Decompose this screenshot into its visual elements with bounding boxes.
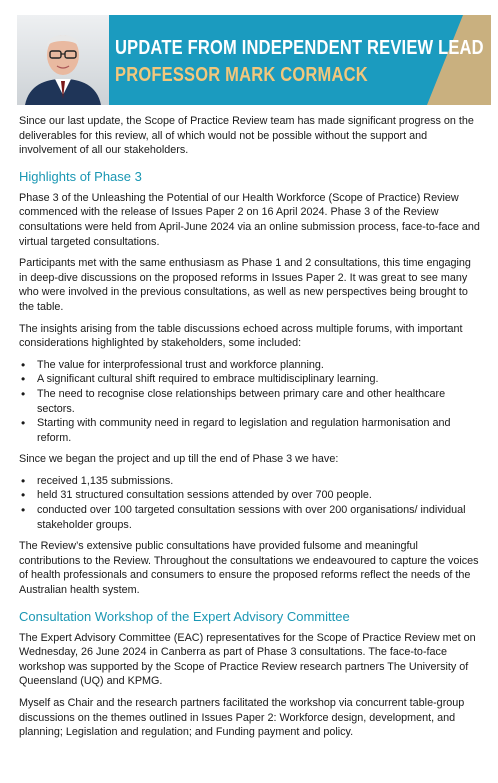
article-body (19, 114, 481, 747)
intro-paragraph: Since our last update, the Scope of Practice Review team has made significant progress on the deliverables for this review, all of which would not be possible without the support and involvement of all our stakeholders. (19, 115, 474, 157)
list-item: • The value for interprofessional trust and workforce planning. (19, 358, 481, 373)
paragraph: The insights arising from the table discussions echoed across multiple forums, with important considerations highlighted by stakeholders, some included: (19, 322, 463, 350)
portrait-photo (17, 15, 109, 105)
list-item: • conducted over 100 targeted consultation sessions with over 200 organisations/ individual stakeholder groups. (19, 503, 481, 532)
list-item: • The need to recognise close relationships between primary care and other healthcare sectors. (19, 387, 481, 416)
banner-subtitle: PROFESSOR MARK CORMACK (115, 64, 368, 86)
list-item: • A significant cultural shift required to embrace multidisciplinary learning. (19, 372, 481, 387)
section-heading-workshop: Consultation Workshop of the Expert Advisory Committee (19, 608, 350, 624)
banner-title: UPDATE FROM INDEPENDENT REVIEW LEAD (115, 37, 484, 59)
paragraph: Participants met with the same enthusiasm as Phase 1 and 2 consultations, this time engaging in deep-dive discussions on the proposed reforms in Issues Paper 2. It was great to see many who were involved in the previous consultations, as well as new perspectives being brought to the table. (19, 257, 471, 313)
section-heading-highlights: Highlights of Phase 3 (19, 168, 142, 184)
header-banner (17, 15, 491, 105)
paragraph: Phase 3 of the Unleashing the Potential of our Health Workforce (Scope of Practice) Review commenced with the release of Issues Paper 2 on 16 April 2024. Phase 3 of the Review consultations were held from April-June 2024 via an online submission process, face-to-face and virtual targeted consultations. (19, 191, 480, 248)
achievements-list (19, 474, 481, 532)
paragraph: The Expert Advisory Committee (EAC) representatives for the Scope of Practice Review met on Wednesday, 26 June 2024 in Canberra as part of Phase 3 consultations. The face-to-face workshop was supported by the Scope of Practice Review research partners The University of Queensland (UQ) and KPMG. (19, 631, 476, 688)
list-item: • received 1,135 submissions. (19, 474, 481, 489)
paragraph: The Review’s extensive public consultations have provided fulsome and meaningful contributions to the Review. Throughout the consultations we endeavoured to capture the voices of health professionals and consumers to ensure the proposed reforms reflect the needs of the Australian health system. (19, 540, 479, 597)
paragraph: Since we began the project and up till the end of Phase 3 we have: (19, 453, 339, 466)
paragraph: Myself as Chair and the research partners facilitated the workshop via concurrent table-group discussions on the themes outlined in Issues Paper 2: Workforce design, development, and planning; Legislation and regulation; and Funding payment and policy. (19, 697, 465, 739)
list-item: • Starting with community need in regard to legislation and regulation harmonisation and reform. (19, 416, 481, 445)
considerations-list (19, 358, 481, 446)
list-item: • held 31 structured consultation sessions attended by over 700 people. (19, 488, 481, 503)
